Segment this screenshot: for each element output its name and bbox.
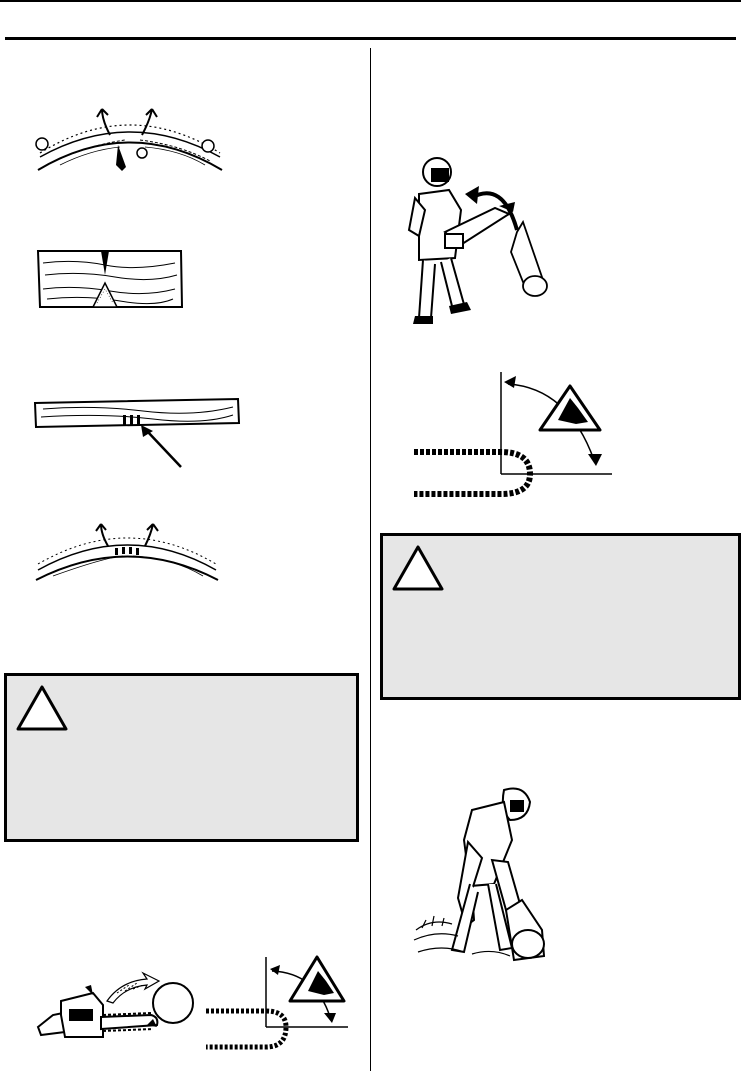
bent-log-pinched-bar-illustration: [30, 95, 230, 185]
bar-tip-kickback-zone-diagram-right: [412, 370, 617, 500]
left-warning-box: [4, 673, 359, 842]
operator-cutting-log-illustration: [412, 780, 552, 965]
bent-log-notch-release-illustration: [33, 518, 223, 593]
warning-triangle-icon: [391, 544, 445, 592]
header-rule: [5, 37, 736, 40]
chainsaw-rotational-kickback-illustration: [33, 965, 193, 1045]
log-with-notch-cuts-and-arrow-illustration: [33, 395, 243, 470]
top-rule: [0, 0, 741, 2]
log-kerf-cut-illustration: [35, 247, 185, 311]
bar-tip-kickback-zone-diagram: [204, 955, 354, 1055]
column-divider: [370, 48, 371, 1071]
operator-chainsaw-kickback-illustration: [405, 150, 565, 330]
right-warning-box: [380, 533, 741, 700]
warning-triangle-icon: [15, 684, 69, 732]
